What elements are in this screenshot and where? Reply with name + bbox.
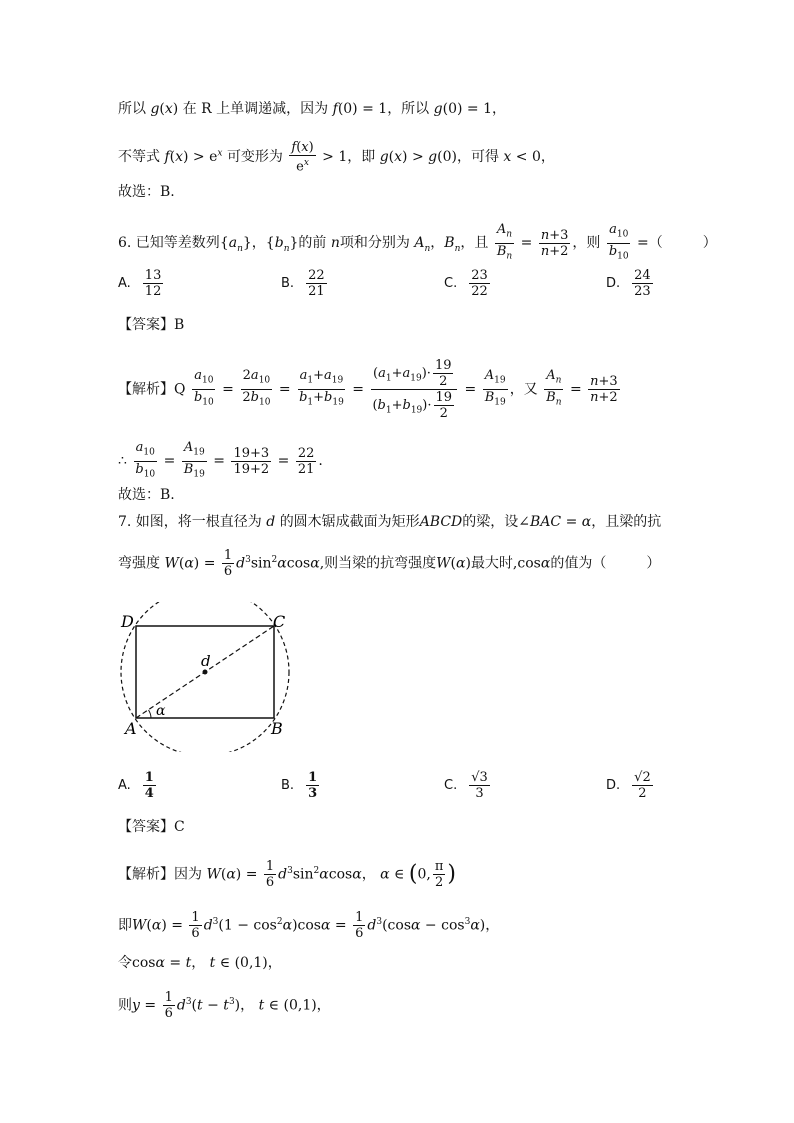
q6-stem: 6. 已知等差数列$\{a_n\}$，$\{b_n\}$的前 n项和分别为 $A_n$，$B_n$，且 $\frac{A_n}{B_n}$ = $\frac{n+3}{n+2}$ ，则 $\frac{a_{10}}{b_{10}}$ =（ ）	[118, 222, 717, 262]
q6-choose: 故选：B.	[118, 487, 175, 503]
q7-stem-line1: 7. 如图，将一根直径为 d 的圆木锯成截面为矩形ABCD的梁，设∠BAC = α，且梁的抗	[118, 514, 662, 530]
label-b-vertex: B	[271, 719, 283, 738]
q6-option-b[interactable]: B. $\frac{22}{21}$	[281, 268, 325, 299]
q6-option-a[interactable]: A. $\frac{13}{12}$	[118, 268, 162, 299]
sol5-choose: 故选：B.	[118, 184, 175, 200]
q7-option-c[interactable]: C. $\frac{√3}{3}$	[444, 770, 488, 801]
label-a-vertex: A	[125, 719, 137, 738]
label-d-vertex: D	[121, 612, 134, 631]
label-c-vertex: C	[273, 612, 286, 631]
label-diameter: d	[201, 652, 211, 670]
circle-cross-section	[121, 602, 289, 752]
center-point	[203, 670, 208, 675]
q7-option-b[interactable]: B. $\frac{1}{3}$	[281, 770, 318, 801]
q7-analysis-line3: 令cosα = t， t ∈ (0,1)，	[118, 955, 282, 971]
sol5-line1: 所以 g(x) 在 R 上单调递减，因为 f(0) = 1，所以 g(0) = 1，	[118, 101, 506, 117]
q6-option-c[interactable]: C. $\frac{23}{22}$	[444, 268, 488, 299]
q7-answer: 【答案】C	[118, 819, 185, 835]
angle-arc	[149, 710, 152, 718]
q7-analysis-line2: 即W(α) = $\frac{1}{6}$ $d^3(1 - \cos^2\alpha)\cos\alpha$ = $\frac{1}{6}$ $d^3(\cos\alpha - \cos^3\alpha)$，	[118, 910, 500, 941]
q6-option-d[interactable]: D. $\frac{24}{23}$	[606, 268, 651, 299]
q7-analysis-line1: 【解析】因为 W(α) = $\frac{1}{6}$ $d^3\sin^2\alpha\cos\alpha$， α ∈ (0, $\frac{\pi}{2}$ )	[118, 859, 456, 891]
q7-option-d[interactable]: D. $\frac{√2}{2}$	[606, 770, 651, 801]
q6-therefore: ∴ $\frac{a_{10}}{b_{10}}$ = $\frac{A_{19}}{B_{19}}$ = $\frac{19+3}{19+2}$ = $\frac{22}{21}$ .	[118, 440, 323, 480]
q7-option-a[interactable]: A. $\frac{1}{4}$	[118, 770, 154, 801]
sol5-line2: 不等式 $f(x) > e^x$ 可变形为 $\frac{f(x)}{e^x}$ > 1，即 g(x) > g(0)，可得 x < 0，	[118, 140, 555, 175]
label-alpha: α	[156, 703, 166, 719]
q7-analysis-line4: 则y = $\frac{1}{6}$ $d^3(t - t^3)$， t ∈ (0,1)，	[118, 990, 331, 1021]
q6-answer: 【答案】B	[118, 317, 185, 333]
q7-figure	[115, 602, 305, 752]
q6-analysis: 【解析】Q $\frac{a_{10}}{b_{10}}$ = $\frac{2a_{10}}{2b_{10}}$ = $\frac{a_1+a_{19}}{b_1+b_{19}}$ = $(a_1+a_{19})\cdot$ $\frac{19}{2}$ $(b_1+b_{19})\cdot$ $\frac{19}{2}$ = $\frac{A_{19}}{B_{19}}$ ，又 $\frac{A_n}{B_n}$ = $\frac{n+3}{n+2}$	[118, 358, 618, 421]
q7-stem-line2: 弯强度 W(α) = $\frac{1}{6}$ $d^3\sin^2\alpha\cos\alpha$,则当梁的抗弯强度W(α)最大时,cosα的值为（ ）	[118, 548, 661, 579]
